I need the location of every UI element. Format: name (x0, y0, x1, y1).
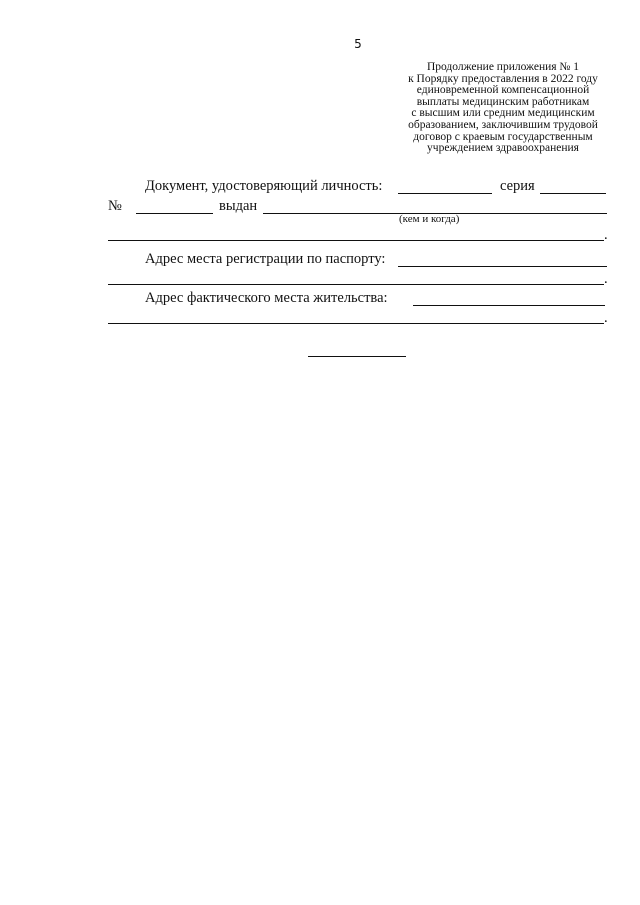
issued-label: выдан (219, 198, 258, 214)
issued-caption: (кем и когда) (399, 213, 460, 225)
issued-continuation-blank[interactable] (108, 240, 604, 241)
residence-address-blank[interactable] (413, 305, 605, 306)
header-line: Продолжение приложения № 1 (426, 61, 580, 73)
page-number: 5 (354, 37, 362, 51)
identity-doc-type-blank[interactable] (398, 193, 492, 194)
header-line: учреждением здравоохранения (427, 142, 579, 155)
header-line: выплаты медицинским работникам (416, 95, 590, 108)
line-end-period: . (604, 227, 608, 243)
series-label: серия (500, 178, 535, 194)
residence-address-label: Адрес фактического места жительства: (145, 290, 388, 306)
line-end-period: . (604, 271, 608, 287)
line-end-period: . (604, 310, 608, 326)
header-line: единовременной компенсационной (416, 84, 590, 97)
identity-doc-label: Документ, удостоверяющий личность: (145, 178, 383, 194)
header-line: договор с краевым государственным (413, 130, 593, 143)
appendix-header (380, 62, 626, 155)
number-label: № (108, 198, 122, 214)
header-line: с высшим или средним медицинским (411, 107, 595, 120)
residence-continuation-blank[interactable] (108, 323, 604, 324)
series-blank[interactable] (540, 193, 606, 194)
registration-continuation-blank[interactable] (108, 284, 604, 285)
number-blank[interactable] (136, 213, 213, 214)
end-of-document-rule (308, 356, 406, 357)
registration-address-label: Адрес места регистрации по паспорту: (145, 251, 386, 267)
registration-address-blank[interactable] (398, 266, 607, 267)
header-line: образованием, заключившим трудовой (408, 118, 598, 131)
header-line: к Порядку предоставления в 2022 году (408, 72, 598, 85)
